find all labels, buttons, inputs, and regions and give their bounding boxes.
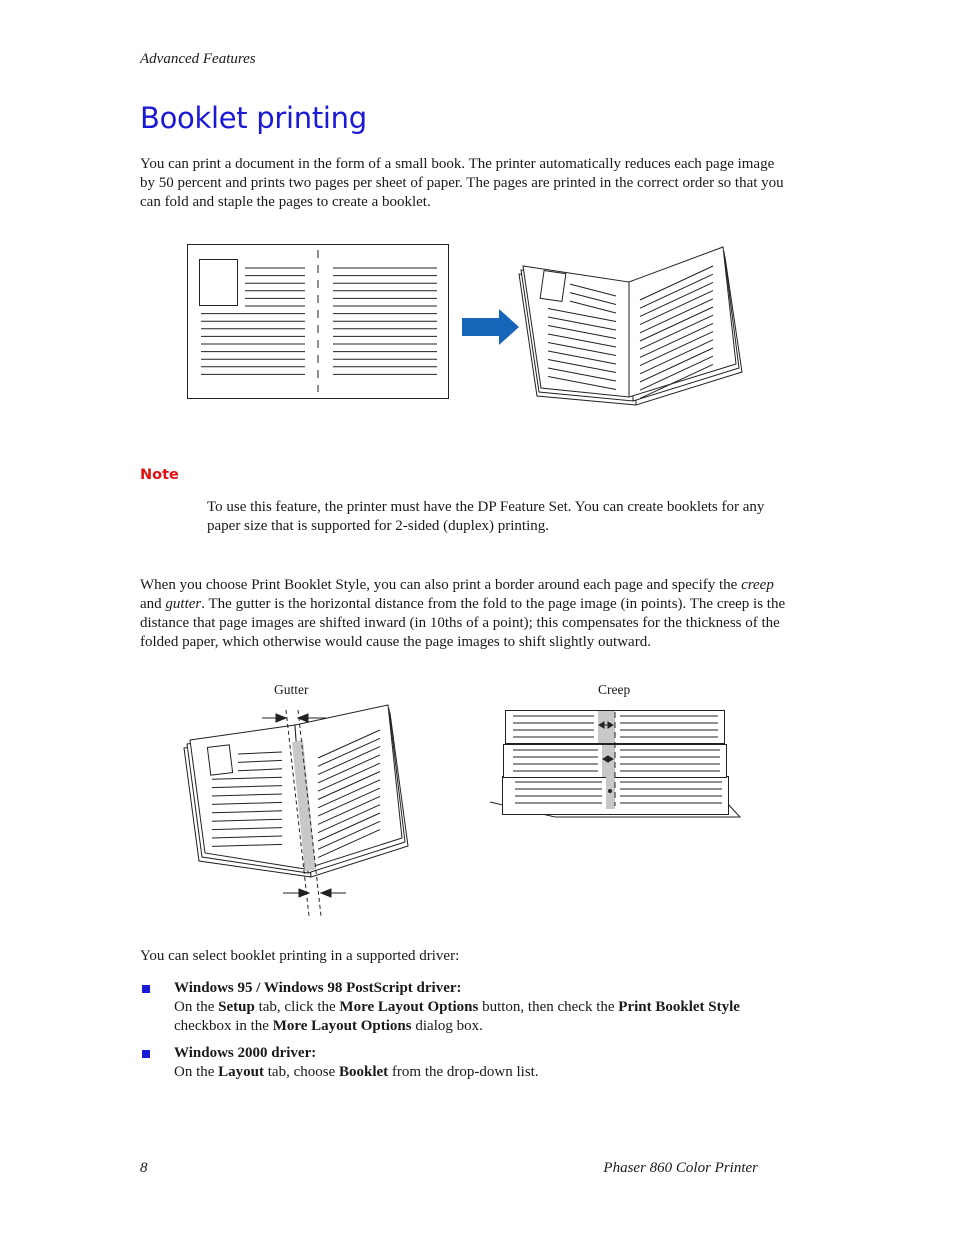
ui-term: Print Booklet Style bbox=[618, 999, 740, 1015]
ui-term: More Layout Options bbox=[272, 1018, 412, 1034]
note-label: Note bbox=[140, 467, 179, 483]
text-run: from the drop-down list. bbox=[388, 1064, 539, 1080]
text-run: When you choose Print Booklet Style, you can also print a border around each page and specify the bbox=[140, 577, 742, 593]
text-run: and bbox=[140, 596, 166, 612]
page-title: Booklet printing bbox=[140, 101, 367, 135]
creep-label: Creep bbox=[598, 682, 631, 697]
drivers-intro: You can select booklet printing in a supported driver: bbox=[140, 948, 460, 964]
bullet-icon bbox=[142, 985, 150, 993]
ui-term: More Layout Options bbox=[339, 999, 479, 1015]
text-run: . The gutter is the horizontal distance from the fold to the page image (in points). The creep is the distance that page images are shifted inward (in 10ths of a point); this compensates for the thickness of the folded paper, which otherwise would cause the page images to shift slightly outward. bbox=[140, 596, 786, 650]
gutter-creep-paragraph bbox=[140, 576, 788, 652]
page-number: 8 bbox=[140, 1160, 148, 1176]
arrow-right-icon bbox=[462, 309, 519, 345]
text-run: On the bbox=[174, 999, 219, 1015]
running-header: Advanced Features bbox=[140, 51, 256, 67]
driver-title: Windows 95 / Windows 98 PostScript driver: bbox=[174, 980, 462, 996]
gutter-diagram bbox=[184, 705, 408, 916]
footer-product: Phaser 860 Color Printer bbox=[603, 1160, 758, 1176]
intro-paragraph: You can print a document in the form of a small book. The printer automatically reduces each page image by 50 percent and prints two pages per sheet of paper. The pages are printed in the correct order so that you can fold and staple the pages to create a booklet. bbox=[140, 156, 784, 210]
open-booklet-diagram bbox=[519, 247, 742, 405]
ui-term: Booklet bbox=[339, 1064, 389, 1080]
text-run: dialog box. bbox=[411, 1018, 483, 1034]
text-run: On the bbox=[174, 1064, 219, 1080]
driver-title: Windows 2000 driver: bbox=[174, 1045, 317, 1061]
text-run: button, then check the bbox=[478, 999, 619, 1015]
flat-sheet-diagram bbox=[188, 245, 449, 399]
text-run: tab, click the bbox=[254, 999, 340, 1015]
gutter-label: Gutter bbox=[274, 682, 309, 697]
creep-diagram bbox=[490, 711, 740, 818]
ui-term: Layout bbox=[218, 1064, 265, 1080]
term-creep: creep bbox=[741, 577, 774, 593]
text-run: checkbox in the bbox=[174, 1018, 273, 1034]
driver-item bbox=[174, 1044, 794, 1082]
term-gutter: gutter bbox=[165, 596, 202, 612]
bullet-icon bbox=[142, 1050, 150, 1058]
driver-item bbox=[174, 979, 794, 1036]
text-run: tab, choose bbox=[264, 1064, 339, 1080]
ui-term: Setup bbox=[218, 999, 255, 1015]
note-text: To use this feature, the printer must have the DP Feature Set. You can create booklets for any paper size that is supported for 2-sided (duplex) printing. bbox=[207, 499, 765, 534]
